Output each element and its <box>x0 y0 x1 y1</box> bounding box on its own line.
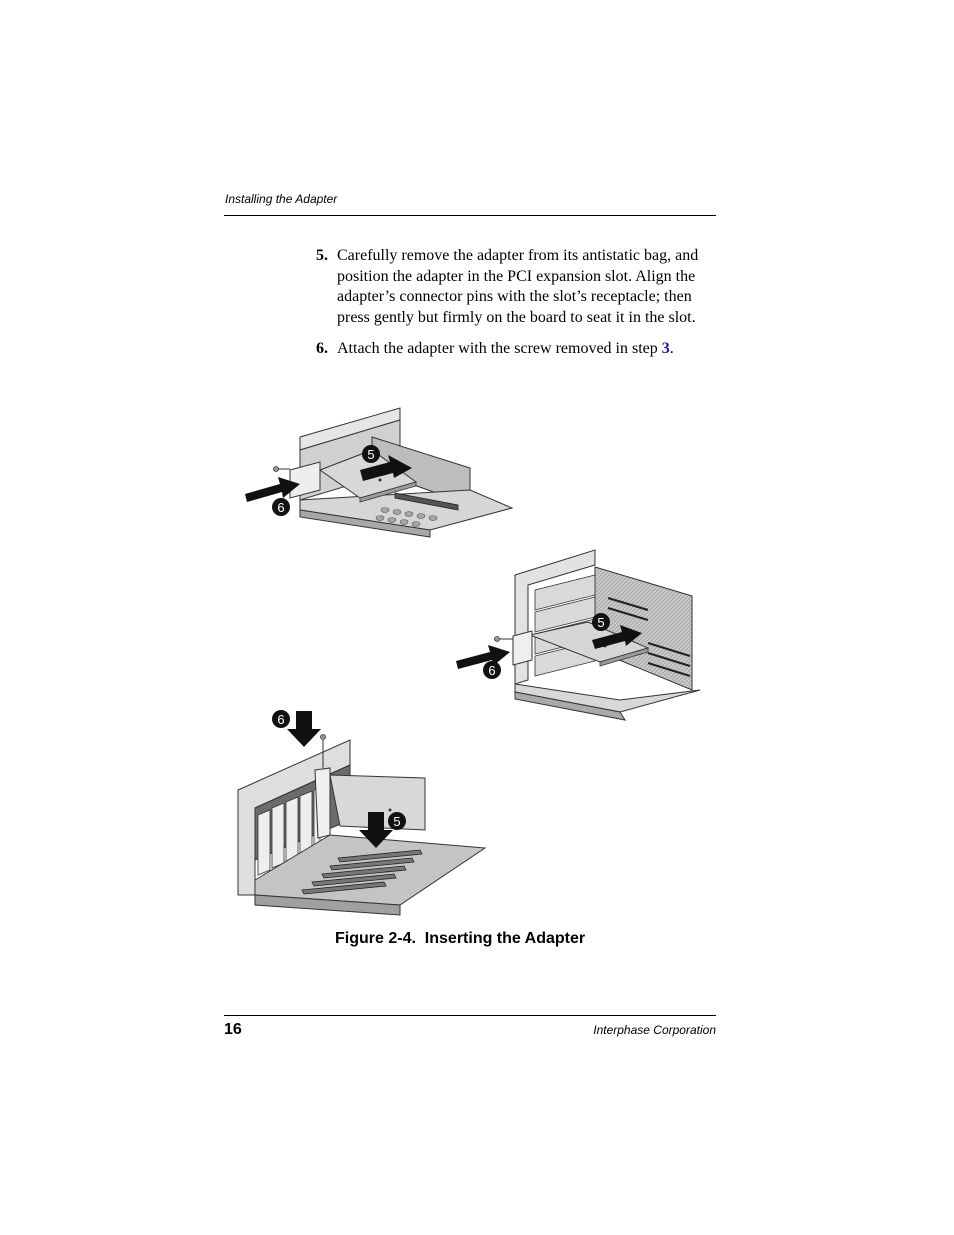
company-name: Interphase Corporation <box>593 1023 716 1037</box>
callout-6-label: 6 <box>277 712 285 727</box>
step-text-after: . <box>669 340 674 358</box>
illustration-side-view <box>245 408 512 537</box>
callout-5-icon <box>362 445 380 463</box>
callout-6-label: 6 <box>277 500 285 515</box>
callout-5-icon <box>592 613 610 631</box>
page-number: 16 <box>224 1021 242 1038</box>
callout-6-icon <box>483 661 501 679</box>
callout-6-icon <box>272 710 290 728</box>
illustration-tower-view <box>456 550 700 720</box>
callout-5-label: 5 <box>597 615 605 630</box>
callout-5-label: 5 <box>393 814 401 829</box>
figure-caption: Figure 2-4. Inserting the Adapter <box>335 930 586 947</box>
step-3-link[interactable]: 3 <box>661 340 670 358</box>
step-number: 5. <box>316 247 328 264</box>
step-number: 6. <box>316 340 328 358</box>
callout-5-icon <box>388 812 406 830</box>
illustration-desktop-view <box>238 710 485 915</box>
callout-6-label: 6 <box>488 663 496 678</box>
running-head: Installing the Adapter <box>225 192 338 206</box>
callout-5-label: 5 <box>367 447 375 462</box>
step-text-before: Attach the adapter with the screw removed in step <box>337 340 662 358</box>
step-text: Carefully remove the adapter from its antistatic bag, and position the adapter in the PCI expansion slot. Align the adapter’s connector pins with the slot’s receptacle; then press gently but firmly on the board to seat it in the slot. <box>337 247 699 326</box>
callout-6-icon <box>272 498 290 516</box>
footer-rule <box>224 1015 716 1016</box>
